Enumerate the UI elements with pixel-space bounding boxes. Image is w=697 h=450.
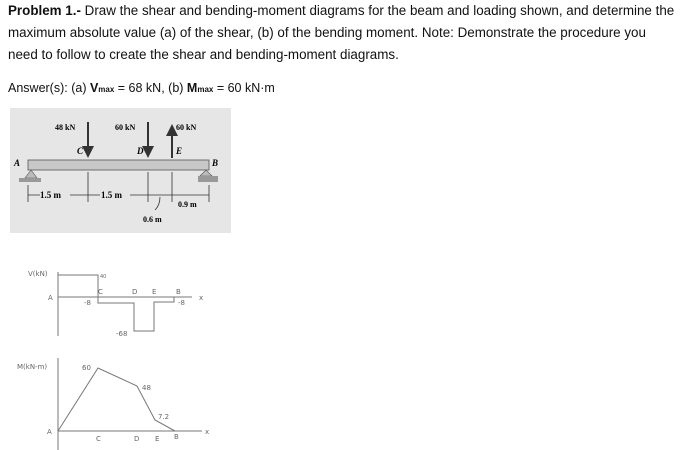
moment-point-c: C <box>96 435 101 443</box>
dim-de: 0.6 m <box>143 215 162 224</box>
problem-line2a: maximum absolute value (a) of the shear, (b) of the bending moment. <box>8 25 419 40</box>
moment-point-d: D <box>134 435 140 443</box>
ground-a <box>19 178 41 182</box>
problem-line3: need to follow to create the shear and bending-moment diagrams. <box>8 47 399 62</box>
shear-value-neg68: -68 <box>116 330 128 338</box>
problem-line2b: Note: Demonstrate the procedure you <box>421 25 646 40</box>
shear-point-b: B <box>176 288 181 296</box>
shear-value-neg8-c: -8 <box>84 299 91 307</box>
problem-line1: Draw the shear and bending-moment diagrams for the beam and loading shown, and determine the <box>84 3 675 18</box>
shear-diagram <box>58 272 192 336</box>
point-e: E <box>176 146 183 156</box>
shear-labels <box>28 270 203 338</box>
moment-value-48: 48 <box>142 384 151 392</box>
moment-ylabel: M(kN-m) <box>17 363 48 371</box>
point-b: B <box>212 158 219 168</box>
shear-ylabel: V(kN) <box>28 270 48 278</box>
vmax-sub: max <box>98 85 115 94</box>
shear-value-40: 40 <box>100 274 107 280</box>
load-label-d: 60 kN <box>115 123 136 132</box>
shear-value-neg8-b: -8 <box>178 299 185 307</box>
moment-point-e: E <box>155 435 160 443</box>
dim-ac: 1.5 m <box>40 190 61 200</box>
moment-value-7-2: 7.2 <box>158 413 170 421</box>
point-c: C <box>77 146 84 156</box>
moment-xlabel: x <box>205 428 210 436</box>
dim-cd: 1.5 m <box>101 190 122 200</box>
load-label-c: 48 kN <box>55 123 76 132</box>
dim-eb: 0.9 m <box>178 200 197 209</box>
shear-origin: A <box>48 294 53 302</box>
point-a: A <box>14 158 21 168</box>
moment-value-60: 60 <box>82 364 91 372</box>
answer-prefix: Answer(s): (a) <box>8 81 90 95</box>
shear-point-e: E <box>152 288 157 296</box>
mmax-symbol: M <box>186 81 198 95</box>
ground-b <box>198 176 218 182</box>
shear-point-c: C <box>98 288 103 296</box>
beam-figure <box>10 108 231 233</box>
shear-point-d: D <box>132 288 138 296</box>
shear-xlabel: x <box>199 294 204 302</box>
moment-point-b: B <box>174 433 179 441</box>
mmax-sub: max <box>197 85 214 94</box>
problem-label: Problem 1.- <box>8 3 81 18</box>
beam <box>28 160 209 170</box>
moment-origin: A <box>47 428 52 436</box>
vmax-value: = 68 kN, (b) <box>114 81 187 95</box>
point-d: D <box>137 146 144 156</box>
moment-diagram <box>58 358 202 450</box>
load-label-e: 60 kN <box>176 123 197 132</box>
mmax-value: = 60 kN·m <box>213 81 275 95</box>
vmax-symbol: V <box>89 81 99 95</box>
